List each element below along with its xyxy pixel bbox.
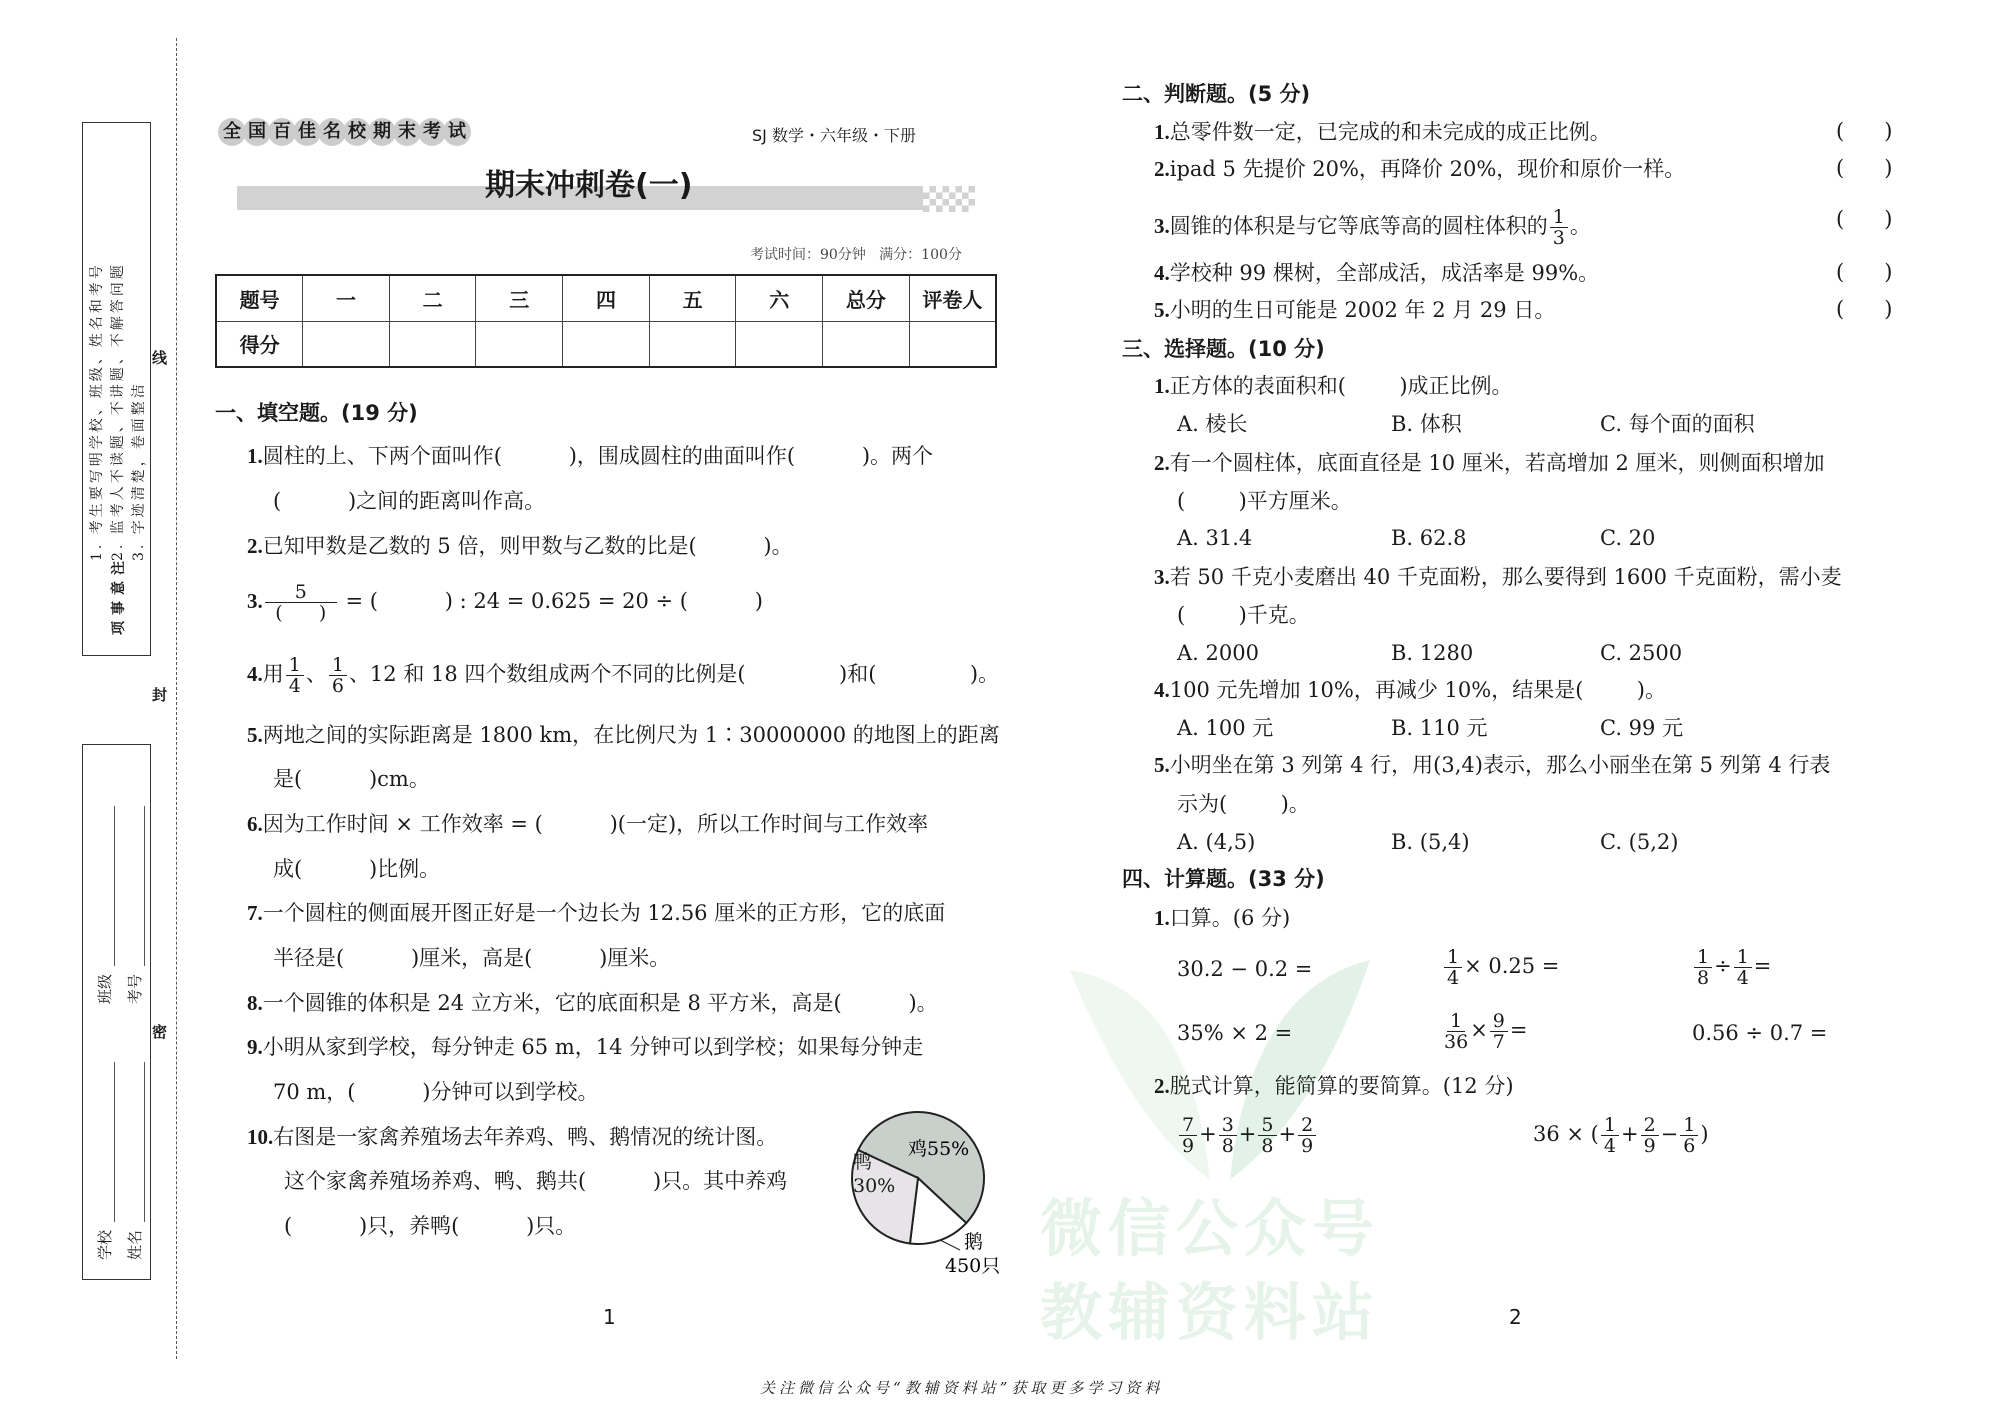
footer-note: 关注微信公众号“教辅资料站”获取更多学习资料 [760,1379,1164,1397]
question-1: 1.圆柱的上、下两个面叫作( )，围成圆柱的曲面叫作( )。两个 [247,444,934,468]
page-number: 1 [603,1305,616,1329]
page-number: 2 [1509,1305,1522,1329]
section-title: 三、选择题。(10 分) [1122,337,1325,361]
score-cell[interactable] [389,321,476,367]
notice-item: 3. 字迹清楚，卷面整洁 [130,381,147,561]
name-label: 姓名 [125,1229,144,1260]
student-info-box [82,744,151,1280]
option[interactable]: A. 2000 [1177,641,1259,665]
calc-expression: $\frac{7}{9}$ + $\frac{3}{8}$ + $\frac{5}{8}$ + $\frac{2}{9}$ [1177,1115,1318,1156]
question-1-cont: ( )之间的距离叫作高。 [273,489,546,513]
option[interactable]: C. (5,2) [1600,830,1679,854]
choice-5-cont: 示为( )。 [1177,792,1310,816]
question-5: 5.两地之间的实际距离是 1800 km，在比例尺为 1∶30000000 的地图上的距离 [247,723,1000,747]
watermark-text: 教辅资料站 [1040,1276,1381,1349]
calc-item: 30.2 − 0.2 = [1177,957,1313,981]
watermark-text: 微信公众号 [1040,1192,1381,1265]
choice-2: 2.有一个圆柱体，底面直径是 10 厘米，若高增加 2 厘米，则侧面积增加 [1154,451,1825,475]
answer-paren[interactable]: ( ) [1836,119,1893,143]
judge-item-5: 5.小明的生日可能是 2002 年 2 月 29 日。 [1154,298,1556,322]
option[interactable]: C. 99 元 [1600,716,1684,740]
pie-label-duck: 鸭30% [853,1151,896,1197]
score-cell[interactable] [909,321,996,367]
class-field[interactable] [94,806,115,966]
question-7: 7.一个圆柱的侧面展开图正好是一个边长为 12.56 厘米的正方形，它的底面 [247,901,946,925]
pie-leader-line [940,1240,960,1250]
option[interactable]: A. 31.4 [1177,526,1253,550]
question-4: 4.用 $\frac{1}{4}$ 、 $\frac{1}{6}$ 、12 和 18 四个数组成两个不同的比例是( )和( )。 [247,654,1000,697]
question-7-cont: 半径是( )厘米，高是( )厘米。 [273,946,671,970]
calc-sub-2: 2.脱式计算，能简算的要简算。(12 分) [1154,1074,1514,1098]
name-field[interactable] [124,1062,145,1222]
option[interactable]: B. 110 元 [1391,716,1488,740]
judge-item-3: 3.圆锥的体积是与它等底等高的圆柱体积的 $\frac{1}{3}$ 。 [1154,206,1591,249]
section-title: 一、填空题。(19 分) [215,401,418,425]
question-5-cont: 是( )cm。 [273,767,430,791]
class-label: 班级 [95,973,114,1004]
cut-mark: 封 [152,686,168,704]
section-title: 四、计算题。(33 分) [1122,867,1325,891]
choice-3: 3.若 50 千克小麦磨出 40 千克面粉，那么要得到 1600 千克面粉，需小麦 [1154,565,1842,589]
calc-item: $\frac{1}{4}$ × 0.25 = [1442,947,1559,988]
judge-item-4: 4.学校种 99 棵树，全部成活，成活率是 99%。 [1154,261,1600,285]
question-9-cont: 70 m，( )分钟可以到学校。 [273,1080,599,1104]
fraction: $\frac{1}{6}$ [329,655,347,696]
option[interactable]: B. 体积 [1391,412,1462,436]
answer-paren[interactable]: ( ) [1836,156,1893,180]
subject-label: SJ 数学・六年级・下册 [752,126,916,145]
notice-label: 注 意 事 项 [111,561,127,635]
question-10-cont: 这个家禽养殖场养鸡、鸭、鹅共( )只。其中养鸡 [284,1169,788,1193]
fraction: $\frac{1}{3}$ [1550,207,1568,248]
option[interactable]: A. 100 元 [1177,716,1274,740]
section-title: 二、判断题。(5 分) [1122,82,1311,106]
question-10: 10.右图是一家禽养殖场去年养鸡、鸭、鹅情况的统计图。 [247,1125,778,1149]
notice-box [82,122,151,656]
choice-5: 5.小明坐在第 3 列第 4 行，用(3,4)表示，那么小丽坐在第 5 列第 4 行表 [1154,753,1831,777]
notice-item: 2. 监考人不读题、不讲题、不解答问题 [109,262,126,561]
option[interactable]: B. 62.8 [1391,526,1467,550]
title-bar-pixels [923,186,975,212]
calc-item: $\frac{1}{36}$ × $\frac{9}{7}$ = [1444,1010,1528,1053]
exam-info: 考试时间：90分钟 满分：100分 [750,247,962,263]
school-field[interactable] [94,1062,115,1222]
option[interactable]: B. (5,4) [1391,830,1470,854]
calc-item: 35% × 2 = [1177,1021,1293,1045]
question-6-cont: 成( )比例。 [273,857,441,881]
cut-mark: 密 [152,1023,168,1041]
judge-item-1: 1.总零件数一定，已完成的和未完成的成正比例。 [1154,120,1611,144]
pie-label-chicken: 鸡55% [908,1138,970,1160]
pie-goose-count: 450只 [945,1255,1001,1277]
exam-number-field[interactable] [124,806,145,966]
calc-item: 0.56 ÷ 0.7 = [1692,1021,1828,1045]
question-6: 6.因为工作时间 × 工作效率 = ( )(一定)，所以工作时间与工作效率 [247,812,929,836]
choice-4: 4.100 元先增加 10%，再减少 10%，结果是( )。 [1154,678,1666,702]
option[interactable]: A. (4,5) [1177,830,1256,854]
choice-3-cont: ( )千克。 [1177,603,1310,627]
option[interactable]: A. 棱长 [1177,412,1248,436]
score-cell[interactable] [476,321,563,367]
calc-sub-1: 1.口算。(6 分) [1154,906,1291,930]
notice-item: 1. 考生要写明学校、班级、姓名和考号 [89,262,106,561]
school-label: 学校 [95,1229,114,1260]
pie-label-goose: 鹅 [964,1231,984,1253]
question-8: 8.一个圆锥的体积是 24 立方米，它的底面积是 8 平方米，高是( )。 [247,991,938,1015]
answer-paren[interactable]: ( ) [1836,207,1893,231]
question-10-cont: ( )只，养鸭( )只。 [284,1214,577,1238]
option[interactable]: C. 每个面的面积 [1600,412,1755,436]
score-table: 题号 一 二 三 四 五 六 总分 评卷人 得分 [215,274,997,368]
question-9: 9.小明从家到学校，每分钟走 65 m，14 分钟可以到学校；如果每分钟走 [247,1035,924,1059]
score-cell[interactable] [823,321,910,367]
fraction: $\frac{5}{( )}$ [265,582,337,623]
judge-item-2: 2.ipad 5 先提价 20%，再降价 20%，现价和原价一样。 [1154,157,1686,181]
score-cell[interactable] [303,321,390,367]
question-2: 2.已知甲数是乙数的 5 倍，则甲数与乙数的比是( )。 [247,534,793,558]
option[interactable]: C. 20 [1600,526,1656,550]
answer-paren[interactable]: ( ) [1836,260,1893,284]
answer-paren[interactable]: ( ) [1836,297,1893,321]
fold-line [176,38,177,1359]
fraction: $\frac{1}{4}$ [286,655,304,696]
series-badge: 全 国 百 佳 名 校 期 末 考 试 [218,118,468,146]
score-cell[interactable] [736,321,823,367]
exam-number-label: 考号 [125,973,144,1004]
option[interactable]: B. 1280 [1391,641,1474,665]
question-3: 3. $\frac{5}{( )}$ = ( ) : 24 = 0.625 = 20 ÷ ( ) [247,581,763,624]
page-title: 期末冲刺卷(一) [485,168,693,203]
choice-2-cont: ( )平方厘米。 [1177,489,1352,513]
option[interactable]: C. 2500 [1600,641,1683,665]
score-cell[interactable] [563,321,650,367]
score-cell[interactable] [649,321,736,367]
cut-mark: 线 [152,349,168,367]
choice-1: 1.正方体的表面积和( )成正比例。 [1154,374,1513,398]
calc-expression: 36 × ( $\frac{1}{4}$ + $\frac{2}{9}$ − $\frac{1}{6}$ ) [1533,1114,1709,1157]
calc-item: $\frac{1}{8}$ ÷ $\frac{1}{4}$ = [1692,947,1771,988]
